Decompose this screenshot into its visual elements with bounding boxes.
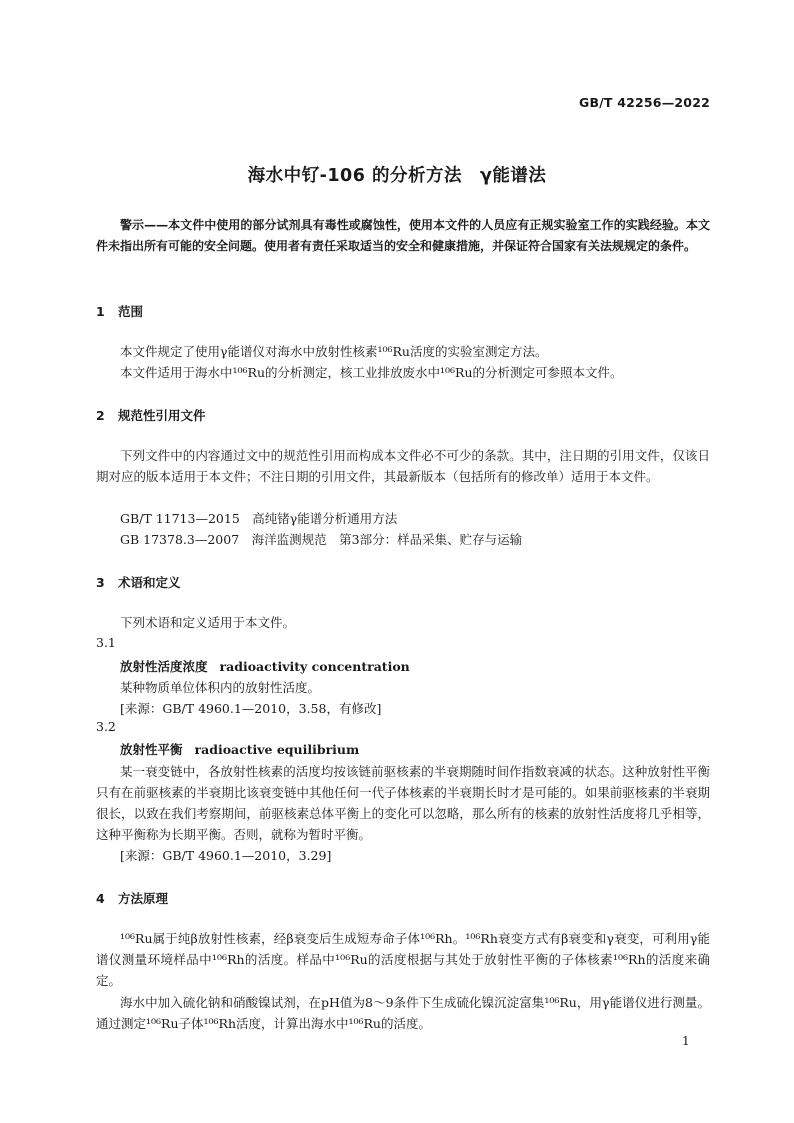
term-1-chinese: 放射性活度浓度 <box>120 659 208 674</box>
term-1-english: radioactivity concentration <box>219 659 410 674</box>
term-1-definition: 某种物质单位体积内的放射性活度。 <box>120 680 321 695</box>
standard-number: GB/T 42256—2022 <box>578 95 710 110</box>
term-1-number: 3.1 <box>96 635 116 650</box>
reference-1: GB/T 11713—2015 高纯锗γ能谱分析通用方法 <box>120 511 398 526</box>
section-1-heading <box>96 302 143 320</box>
warning-paragraph: 警示——本文件中使用的部分试剂具有毒性或腐蚀性，使用本文件的人员应有正规实验室工作的实践经验。本文件未指出所有可能的安全问题。使用者有责任采取适当的安全和健康措施，并保证符合国家有关法规规定的条件。 <box>96 218 710 253</box>
term-2-chinese: 放射性平衡 <box>120 742 183 757</box>
section-3-heading <box>96 573 181 591</box>
document-title: 海水中钌-106 的分析方法 γ能谱法 <box>247 166 547 186</box>
section-number: 3 <box>96 575 105 590</box>
section-1-paragraph-1: 本文件规定了使用γ能谱仪对海水中放射性核素¹⁰⁶Ru活度的实验室测定方法。 <box>120 344 548 359</box>
section-title: 规范性引用文件 <box>118 408 206 423</box>
reference-2: GB 17378.3—2007 海洋监测规范 第3部分：样品采集、贮存与运输 <box>120 532 523 547</box>
section-4-heading <box>96 889 168 907</box>
term-1-source: [来源：GB/T 4960.1—2010，3.58，有修改] <box>120 701 382 716</box>
section-number: 2 <box>96 408 105 423</box>
section-number: 1 <box>96 304 105 319</box>
term-2-number: 3.2 <box>96 719 116 734</box>
section-1-paragraph-2: 本文件适用于海水中¹⁰⁶Ru的分析测定，核工业排放废水中¹⁰⁶Ru的分析测定可参照本文件。 <box>120 365 623 380</box>
section-2-heading <box>96 406 206 424</box>
term-2-source: [来源：GB/T 4960.1—2010，3.29] <box>120 848 332 863</box>
section-title: 方法原理 <box>118 891 169 906</box>
section-3-intro: 下列术语和定义适用于本文件。 <box>120 615 296 630</box>
section-4-paragraph-2: 海水中加入硫化钠和硝酸镍试剂，在pH值为8～9条件下生成硫化镍沉淀富集¹⁰⁶Ru，用γ能谱仪进行测量。通过测定¹⁰⁶Ru子体¹⁰⁶Rh活度，计算出海水中¹⁰⁶Ru的活度。 <box>96 995 710 1031</box>
section-4-paragraph-1: ¹⁰⁶Ru属于纯β放射性核素，经β衰变后生成短寿命子体¹⁰⁶Rh。¹⁰⁶Rh衰变方式有β衰变和γ衰变，可利用γ能谱仪测量环境样品中¹⁰⁶Rh的活度。样品中¹⁰⁶Ru的活度根据与其处于放射性平衡的子体核素¹⁰⁶Rh的活度来确定。 <box>96 931 710 988</box>
term-2-definition: 某一衰变链中，各放射性核素的活度均按该链前驱核素的半衰期随时间作指数衰减的状态。这种放射性平衡只有在前驱核素的半衰期比该衰变链中其他任何一代子体核素的半衰期长时才是可能的。如果前驱核素的半衰期很长，以致在我们考察期间，前驱核素总体平衡上的变化可以忽略，那么所有的核素的放射性活度将几乎相等，这种平衡称为长期平衡。否则，就称为暂时平衡。 <box>96 764 710 842</box>
term-1-heading <box>120 657 410 675</box>
page-number: 1 <box>682 1034 690 1048</box>
section-2-paragraph: 下列文件中的内容通过文中的规范性引用而构成本文件必不可少的条款。其中，注日期的引用文件，仅该日期对应的版本适用于本文件；不注日期的引用文件，其最新版本（包括所有的修改单）适用于本文件。 <box>96 448 710 484</box>
section-number: 4 <box>96 891 105 906</box>
term-2-heading <box>120 740 359 758</box>
section-title: 术语和定义 <box>118 575 181 590</box>
term-2-english: radioactive equilibrium <box>194 742 360 757</box>
section-title: 范围 <box>118 304 144 319</box>
